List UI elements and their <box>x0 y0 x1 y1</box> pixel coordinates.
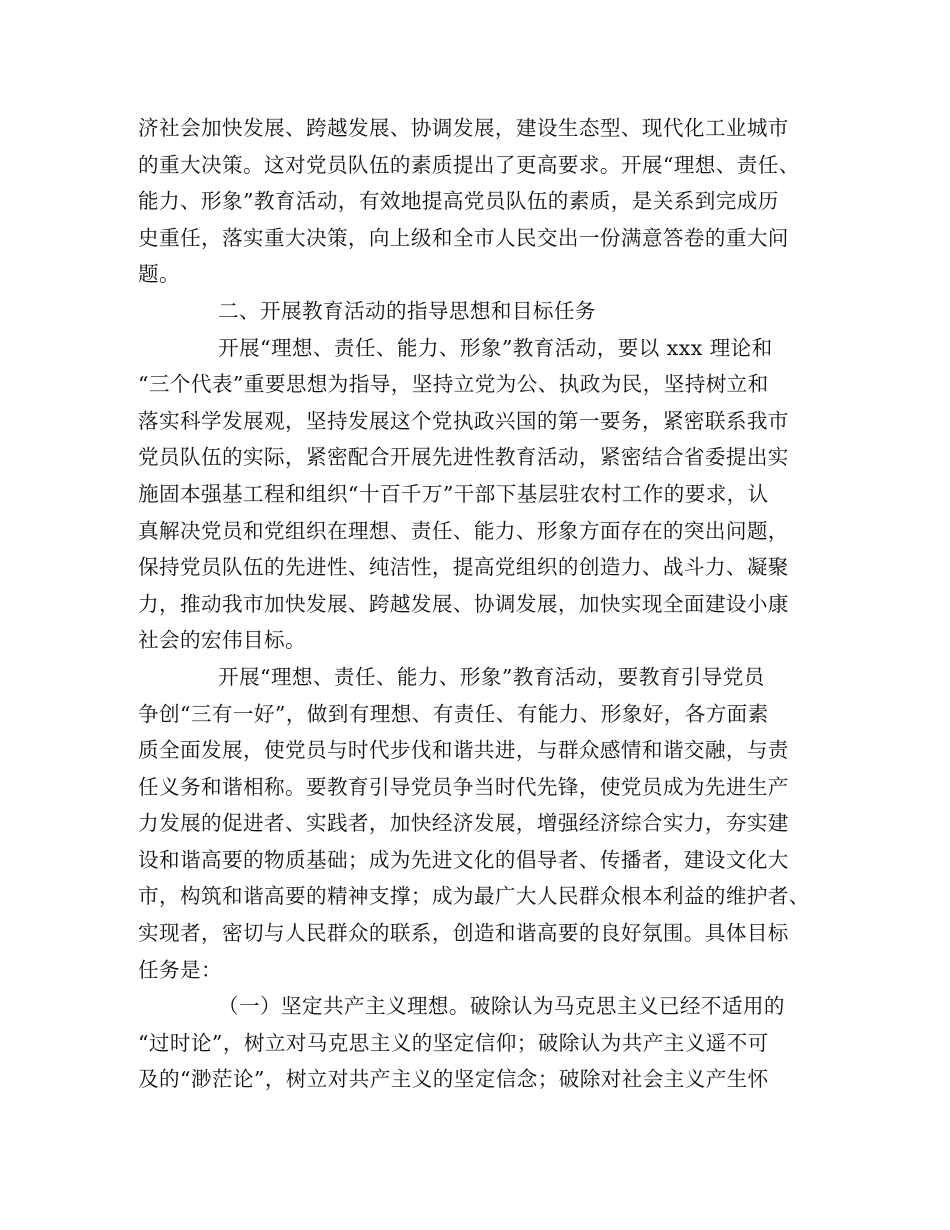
text-line: 市，构筑和谐高要的精神支撑；成为最广大人民群众根本利益的维护者、 <box>138 884 810 909</box>
text-line: 济社会加快发展、跨越发展、协调发展，建设生态型、现代化工业城市 <box>138 116 789 140</box>
text-line: 能力、形象”教育活动，有效地提高党员队伍的素质，是关系到完成历 <box>138 189 779 214</box>
document-body <box>138 110 818 1098</box>
paragraph-first-line: 开展“理想、责任、能力、形象”教育活动，要以 xxx 理论和 <box>218 335 773 360</box>
text-line: 争创“三有一好”，做到有理想、有责任、有能力、形象好，各方面素 <box>138 701 769 726</box>
text-line: 的重大决策。这对党员队伍的素质提出了更高要求。开展“理想、责任、 <box>138 152 800 177</box>
paragraph-first-line: 开展“理想、责任、能力、形象”教育活动，要教育引导党员 <box>218 664 765 689</box>
text-line: 保持党员队伍的先进性、纯洁性，提高党组织的创造力、战斗力、凝聚 <box>138 555 789 580</box>
text-line: 落实科学发展观，坚持发展这个党执政兴国的第一要务，紧密联系我市 <box>138 408 789 433</box>
text-line: 及的“渺茫论”，树立对共产主义的坚定信念；破除对社会主义产生怀 <box>138 1067 769 1092</box>
text-line: 任务是： <box>138 957 222 982</box>
text-line: 党员队伍的实际，紧密配合开展先进性教育活动，紧密结合省委提出实 <box>138 445 789 470</box>
text-line: 质全面发展，使党员与时代步伐和谐共进，与群众感情和谐交融，与责 <box>138 738 789 763</box>
text-line: “过时论”，树立对马克思主义的坚定信仰；破除认为共产主义遥不可 <box>138 1030 769 1055</box>
text-line: 设和谐高要的物质基础；成为先进文化的倡导者、传播者，建设文化大 <box>138 847 789 872</box>
text-line: 力发展的促进者、实践者，加快经济发展，增强经济综合实力，夯实建 <box>138 811 789 836</box>
paragraph-first-line: （一）坚定共产主义理想。破除认为马克思主义已经不适用的 <box>218 994 785 1019</box>
paragraph-first-line: 二、开展教育活动的指导思想和目标任务 <box>218 298 596 323</box>
text-line: “三个代表”重要思想为指导，坚持立党为公、执政为民，坚持树立和 <box>138 372 769 397</box>
text-line: 力，推动我市加快发展、跨越发展、协调发展，加快实现全面建设小康 <box>138 591 789 616</box>
text-line: 任义务和谐相称。要教育引导党员争当时代先锋，使党员成为先进生产 <box>138 774 789 799</box>
text-line: 实现者，密切与人民群众的联系，创造和谐高要的良好氛围。具体目标 <box>138 921 789 946</box>
text-line: 施固本强基工程和组织“十百千万”干部下基层驻农村工作的要求，认 <box>138 481 769 506</box>
text-line: 真解决党员和党组织在理想、责任、能力、形象方面存在的突出问题， <box>138 518 789 543</box>
text-line: 社会的宏伟目标。 <box>138 628 306 653</box>
text-line: 史重任，落实重大决策，向上级和全市人民交出一份满意答卷的重大问 <box>138 225 789 250</box>
text-line: 题。 <box>138 262 180 287</box>
